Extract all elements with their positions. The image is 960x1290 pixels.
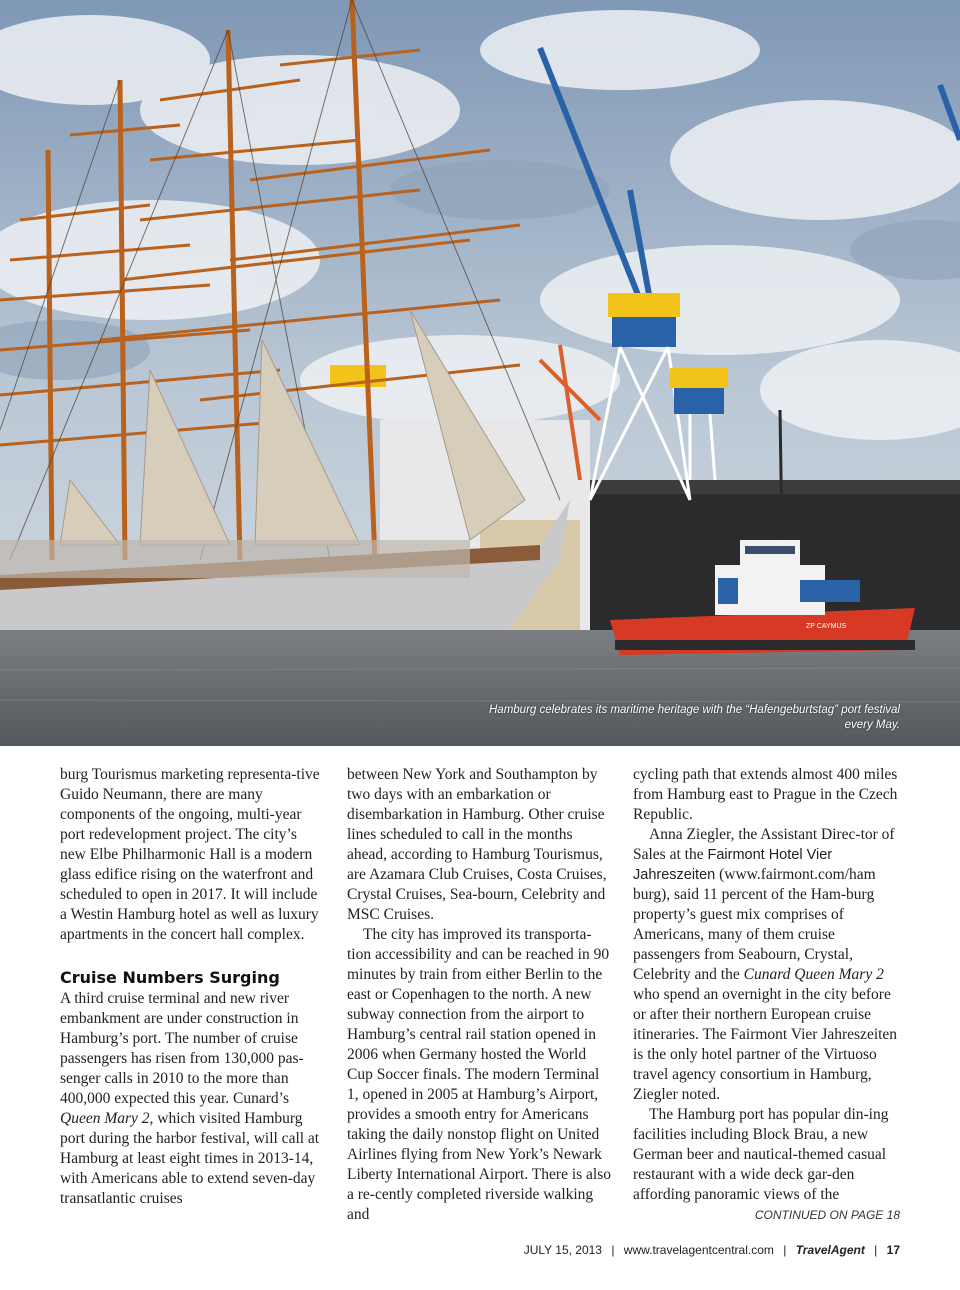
separator: | <box>874 1243 878 1257</box>
issue-date: JULY 15, 2013 <box>523 1243 602 1257</box>
article-column-3 <box>633 765 899 1205</box>
page-number: 17 <box>886 1243 900 1257</box>
separator: | <box>611 1243 615 1257</box>
paragraph: The Hamburg port has popular din-ing facilities including Block Brau, a new German beer and nautical-themed casual restaurant with a wide deck gar-den affording panoramic views of the <box>633 1106 889 1203</box>
article-column-1 <box>60 765 326 1209</box>
separator: | <box>783 1243 787 1257</box>
article-column-2 <box>347 765 613 1225</box>
tug-hull-label: ZP CAYMUS <box>806 623 847 630</box>
paragraph: Anna Ziegler, the Assistant Direc-tor of Sales at the Fairmont Hotel Vier Jahreszeiten (www.fairmont.com/ham burg), said 11 percent of the Ham-burg property’s guest mix comprises of Americans, many of them cruise passengers from Seabourn, Crystal, Celebrity and the Cunard Queen Mary 2 who spend an overnight in the city before or after their northern European cruise itineraries. The Fairmont Vier Jahreszeiten is the only hotel partner of the Virtuoso travel agency consortium in Hamburg, Ziegler noted. <box>633 826 898 1103</box>
paragraph: The city has improved its transporta-tion accessibility and can be reached in 90 minutes by train from either Berlin to the east or Copenhagen to the north. A new subway connection from the airport to Hamburg’s central rail station opened in 2006 when Germany hosted the World Cup Soccer finals. The modern Terminal 1, opened in 2005 at Hamburg’s Airport, provides a smooth entry for Americans taking the daily nonstop flight on United Airlines flying from New York’s Newark Liberty International Airport. There is also a re-cently completed riverside walking and <box>347 926 611 1223</box>
paragraph: burg Tourismus marketing representa-tive Guido Neumann, there are many components of the ongoing, multi-year port redevelopment project. The city’s new Elbe Philharmonic Hall is a modern glass edifice rising on the waterfront and scheduled to open in 2017. It will include a Westin Hamburg hotel as well as luxury apartments in the concert hall complex. <box>60 766 320 943</box>
magazine-brand: TravelAgent <box>795 1243 865 1257</box>
ship-name: Queen Mary 2 <box>60 1110 150 1127</box>
photo-caption: Hamburg celebrates its maritime heritage with the “Hafengeburtstag” port festival every May. <box>489 704 900 731</box>
hotel-name: Fairmont Hotel Vier Jahreszeiten <box>633 847 833 883</box>
page-footer <box>524 1243 900 1257</box>
paragraph: cycling path that extends almost 400 miles from Hamburg east to Prague in the Czech Republic. <box>633 766 898 823</box>
continued-notice: CONTINUED ON PAGE 18 <box>754 1208 900 1222</box>
ship-name: Cunard Queen Mary 2 <box>743 966 884 983</box>
website-link[interactable]: www.travelagentcentral.com <box>623 1243 774 1257</box>
paragraph: A third cruise terminal and new river embankment are under construction in Hamburg’s port. The number of cruise passengers has risen from 130,000 pas-senger calls in 2010 to the more than 400,000 expected this year. Cunard’s Queen Mary 2, which visited Hamburg port during the harbor festival, will call at Hamburg at least eight times in 2013-14, with Americans able to extend seven-day transatlantic cruises <box>60 990 320 1207</box>
section-heading: Cruise Numbers Surging <box>60 968 280 987</box>
paragraph: between New York and Southampton by two days with an embarkation or disembarkation in Hamburg. Other cruise lines scheduled to call in the months ahead, according to Hamburg Tourismus, are Azamara Club Cruises, Costa Cruises, Crystal Cruises, Sea-bourn, Celebrity and MSC Cruises. <box>347 766 607 923</box>
